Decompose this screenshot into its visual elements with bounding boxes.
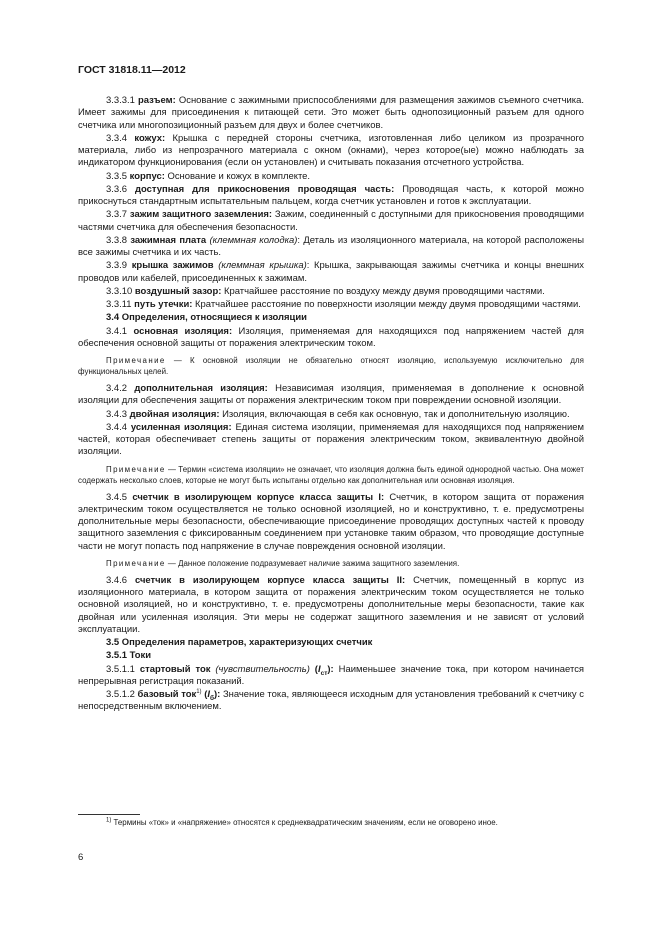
clause-3-3-10: 3.3.10 воздушный зазор: Кратчайшее расстояние по воздуху между двумя проводящими частями. (106, 285, 545, 297)
note: Примечание — Термин «система изоляции» не означает, что изоляция должна быть единой однородной частью. Она может содержать несколько слоев, которые не могут быть испытаны отдельно как дополнительная или основная изоляция. (78, 464, 584, 485)
footnote-separator (78, 814, 140, 815)
note: Примечание — К основной изоляции не обязательно относят изоляцию, используемую исключительно для функциональных целей. (78, 356, 584, 376)
term: двойная изоляция: (129, 408, 220, 420)
clause-3-3-11: 3.3.11 путь утечки: Кратчайшее расстояние по поверхности изоляции между двумя проводящими частями. (106, 299, 581, 310)
clause-3-3-5: 3.3.5 корпус: Основание и кожух в комплекте. (106, 170, 311, 182)
term: стартовый ток (139, 663, 211, 675)
clause-3-3-9: 3.3.9 крышка зажимов (клеммная крышка): Крышка, закрывающая зажимы счетчика и концы внешних проводов или кабелей, присоединенных к зажимам. (78, 260, 584, 284)
clause-3-5-1-2: 3.5.1.2 базовый ток$^{1)}$ $(I_б)$: Значение тока, являющееся исходным для установления требований к счетчику с непосредственным включением. (78, 688, 584, 713)
clause-3-3-3-1: 3.3.3.1 разъем: Основание с зажимными приспособлениями для размещения зажимов съемного счетчика. Имеет зажимы для присоединения к питающей сети. Это может быть однопозиционный разъем для одного счетчика или многопозиционный разъем для двух и более счетчиков. (78, 95, 584, 131)
note: Примечание — Данное положение подразумевает наличие зажима защитного заземления. (106, 558, 460, 568)
term: зажимная плата (130, 234, 207, 246)
clause-3-4-5: 3.4.5 счетчик в изолирующем корпусе класса защиты I: Счетчик, в котором защита от поражения электрическим током осуществляется не только основной изоляцией, но и конструктивно, т. е. предусмотрены дополнительные меры безопасности, обеспечивающие присоединение проводящих доступных частей к проводу защитного заземления с фиксированным соединением при установке таким образом, что проводящие доступные части не могут попасть под напряжение в случае повреждения основной изоляции. (78, 491, 584, 552)
clause-3-3-8: 3.3.8 зажимная плата (клеммная колодка): Деталь из изоляционного материала, на которой расположены все зажимы счетчика и их часть. (78, 234, 584, 258)
footnote-ref[interactable]: 1) (196, 688, 202, 695)
term: базовый ток (137, 689, 197, 700)
footnote-mark: 1) (106, 817, 112, 824)
term: доступная для прикосновения проводящая часть: (135, 183, 395, 195)
term: основная изоляция: (133, 325, 233, 337)
term: счетчик в изолирующем корпусе класса защиты I: (132, 491, 385, 503)
note-label: Примечание (106, 558, 166, 568)
document-body (78, 95, 584, 715)
footnote: $^{1)}$ Термины «ток» и «напряжение» относятся к среднеквадратическим значениям, если не оговорено иное. (106, 817, 498, 827)
term: воздушный зазор: (134, 285, 222, 297)
term: кожух: (134, 132, 166, 144)
clause-3-3-6: 3.3.6 доступная для прикосновения проводящая часть: Проводящая часть, к которой можно прикоснуться стандартным испытательным пальцем, когда счетчик установлен и готов к эксплуатации. (78, 183, 585, 207)
symbol: I (207, 689, 210, 700)
alt-term: (чувствительность) (215, 663, 310, 675)
term: корпус: (129, 170, 165, 182)
clause-3-4-3: 3.4.3 двойная изоляция: Изоляция, включающая в себя как основную, так и дополнительную изоляцию. (106, 408, 570, 420)
section-heading-3-5: 3.5 Определения параметров, характеризующих счетчик (106, 637, 373, 648)
term: счетчик в изолирующем корпусе класса защиты II: (134, 574, 406, 586)
term: дополнительная изоляция: (134, 383, 268, 394)
alt-term: (клеммная крышка) (218, 260, 307, 272)
term: крышка зажимов (131, 260, 214, 272)
term: усиленная изоляция: (130, 421, 232, 433)
term: зажим защитного заземления: (129, 209, 273, 221)
document-header: ГОСТ 31818.11—2012 (78, 64, 186, 76)
section-heading-3-4: 3.4 Определения, относящиеся к изоляции (106, 312, 307, 324)
term: разъем: (138, 95, 176, 106)
alt-term: (клеммная колодка) (209, 234, 298, 246)
note-label: Примечание (106, 464, 166, 474)
clause-3-3-7: 3.3.7 зажим защитного заземления: Зажим, соединенный с доступными для прикосновения проводящими частями счетчика для обеспечения безопасности. (78, 209, 584, 233)
section-heading-3-5-1: 3.5.1 Токи (106, 650, 152, 662)
page-number: 6 (78, 852, 84, 863)
clause-3-4-6: 3.4.6 счетчик в изолирующем корпусе класса защиты II: Счетчик, помещенный в корпус из изоляционного материала, в котором защита от поражения электрическим током осуществляется не только основной изоляцией, но и конструктивно, т. е. предусмотрены дополнительные меры безопасности, такие как двойная или усиленная изоляция. Эти меры не содержат защитного заземления и не зависят от условий эксплуатации. (78, 574, 584, 635)
symbol: I (317, 663, 321, 675)
clause-3-5-1-1: 3.5.1.1 стартовый ток (чувствительность) $(I_{ст})$: Наименьшее значение тока, при котором начинается непрерывная регистрация показаний. (78, 663, 585, 687)
clause-3-4-2: 3.4.2 дополнительная изоляция: Независимая изоляция, применяемая в дополнение к основной изоляции для обеспечения защиты от поражения электрическим током при повреждении основной изоляции. (78, 383, 584, 407)
clause-3-4-1: 3.4.1 основная изоляция: Изоляция, применяемая для находящихся под напряжением частей для обеспечения основной защиты от поражения электрическим током. (78, 325, 584, 349)
clause-3-4-4: 3.4.4 усиленная изоляция: Единая система изоляции, применяемая для находящихся под напряжением частей, которая обеспечивает степень защиты от поражения электрическим током, эквивалентную двойной изоляции. (78, 421, 585, 458)
clause-3-3-4: 3.3.4 кожух: Крышка с передней стороны счетчика, изготовленная либо целиком из прозрачного материала, либо из непрозрачного материала с окном (окнами), через которое(ые) можно наблюдать за индикатором функционирования (если он установлен) и считывать показания отсчетного устройства. (78, 132, 585, 169)
note-label: Примечание (106, 356, 166, 365)
term: путь утечки: (134, 299, 193, 310)
